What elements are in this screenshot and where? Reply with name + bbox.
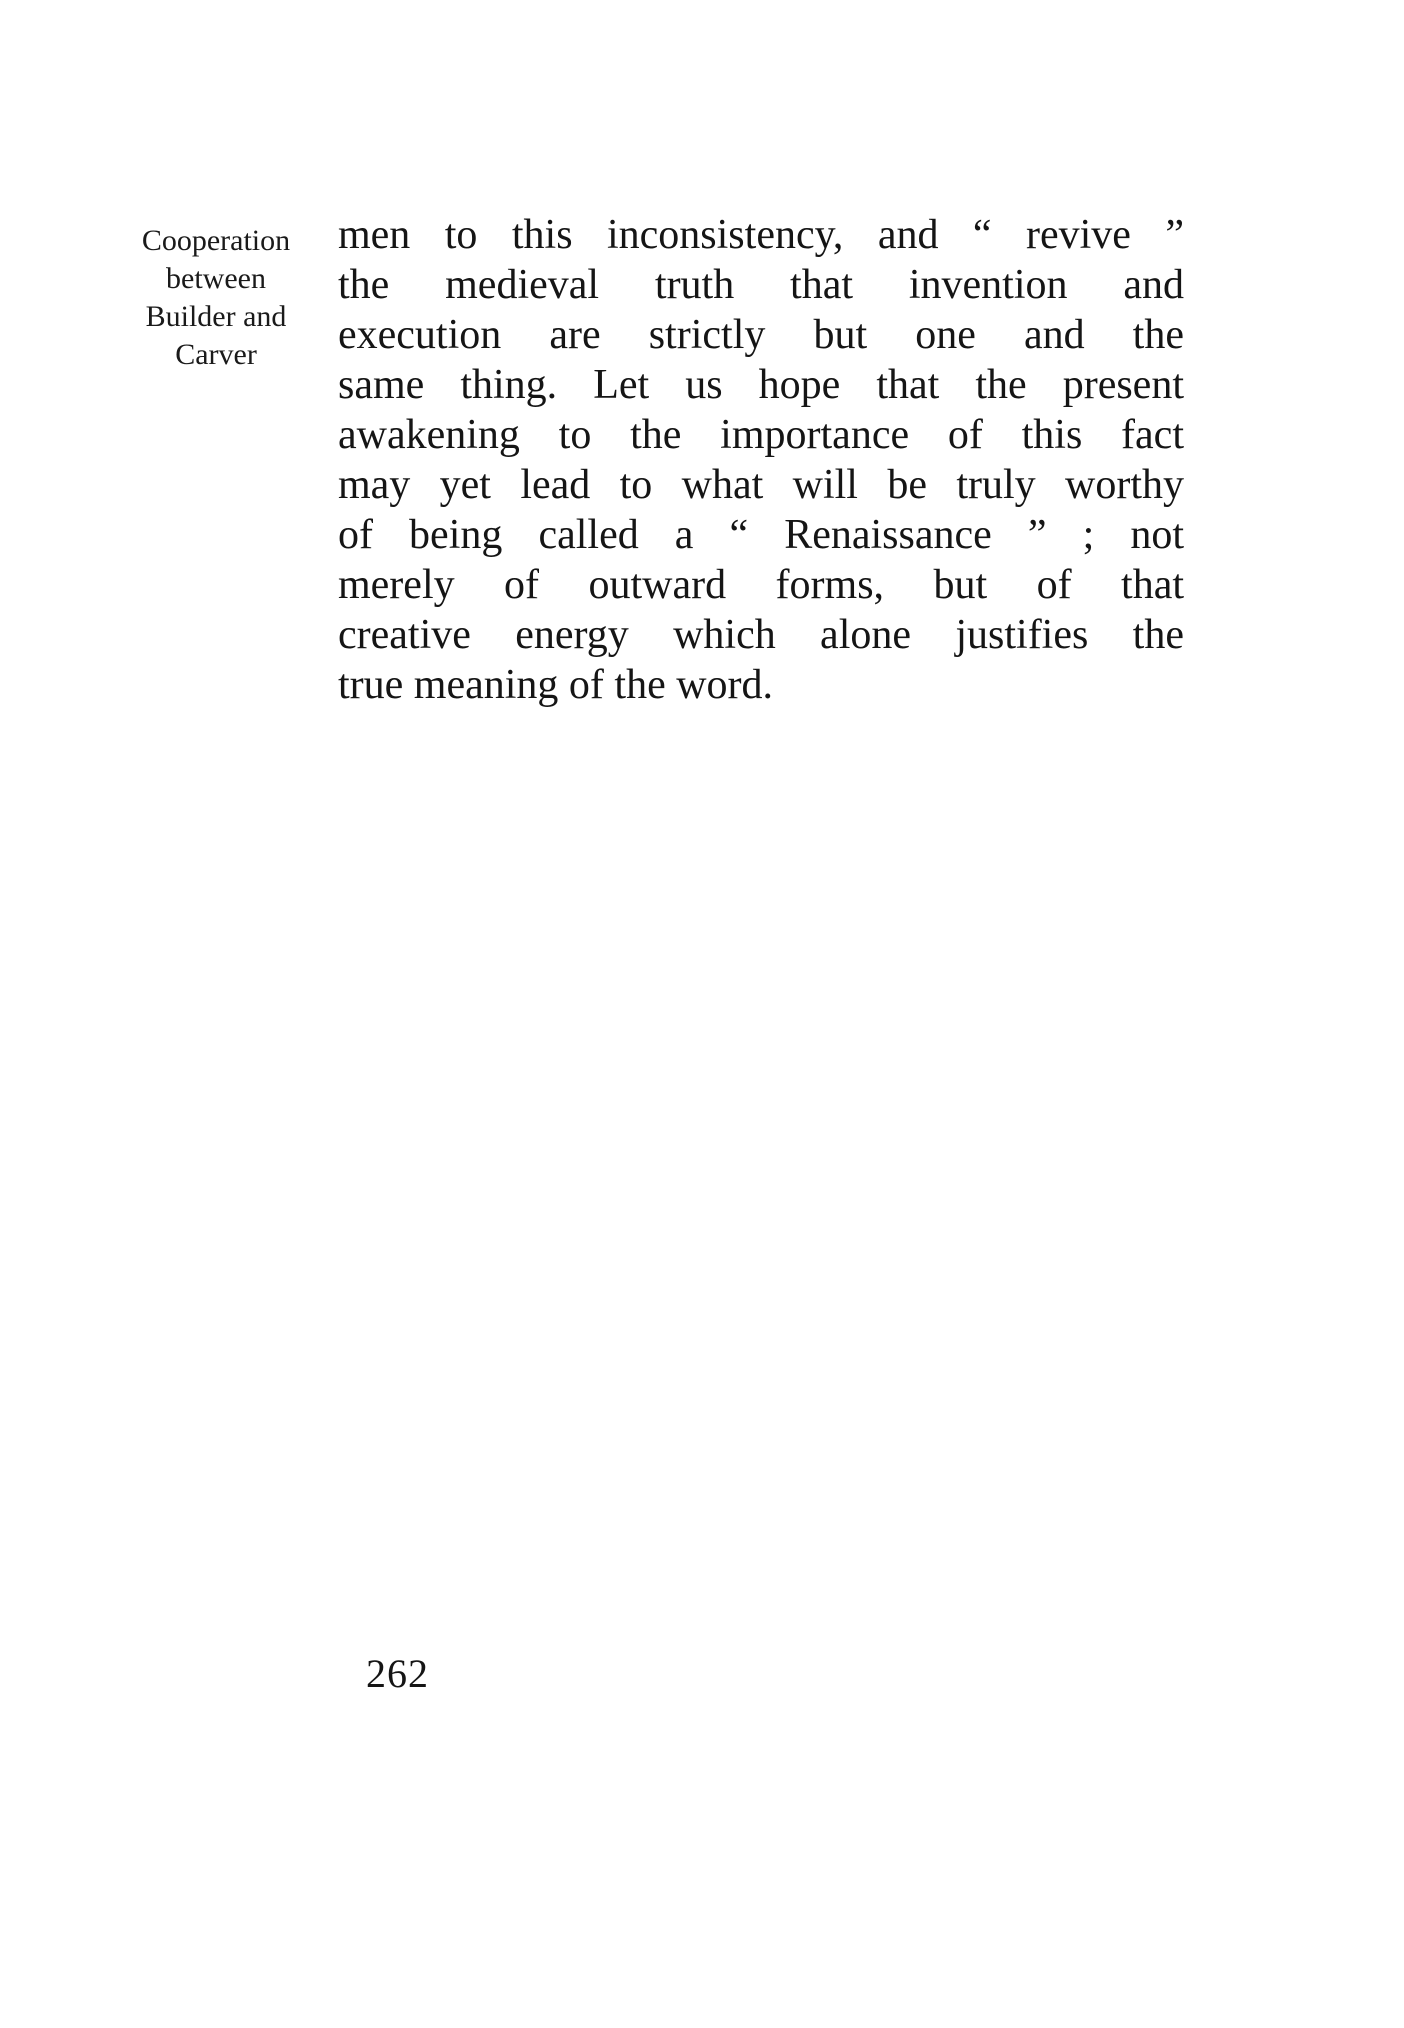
text-line: of being called a “ Renaissance ” ; not bbox=[338, 512, 1184, 558]
text-line: true meaning of the word. bbox=[338, 662, 774, 708]
margin-note-line: Builder and bbox=[145, 300, 287, 333]
text-line: same thing. Let us hope that the present bbox=[338, 362, 1184, 408]
margin-note-line: Cooperation bbox=[141, 224, 291, 257]
page-number: 262 bbox=[366, 1651, 429, 1696]
margin-note-line: Carver bbox=[175, 338, 257, 371]
text-line: may yet lead to what will be truly worthy bbox=[338, 462, 1184, 508]
body-paragraph bbox=[338, 210, 1184, 710]
text-line: execution are strictly but one and the bbox=[338, 312, 1184, 358]
text-line: awakening to the importance of this fact bbox=[338, 412, 1184, 458]
margin-note-line: between bbox=[166, 262, 266, 295]
text-line: the medieval truth that invention and bbox=[338, 262, 1184, 308]
text-line: merely of outward forms, but of that bbox=[338, 562, 1184, 608]
text-line: creative energy which alone justifies the bbox=[338, 612, 1184, 658]
text-line: men to this inconsistency, and “ revive ” bbox=[338, 212, 1184, 258]
margin-note bbox=[116, 222, 316, 374]
